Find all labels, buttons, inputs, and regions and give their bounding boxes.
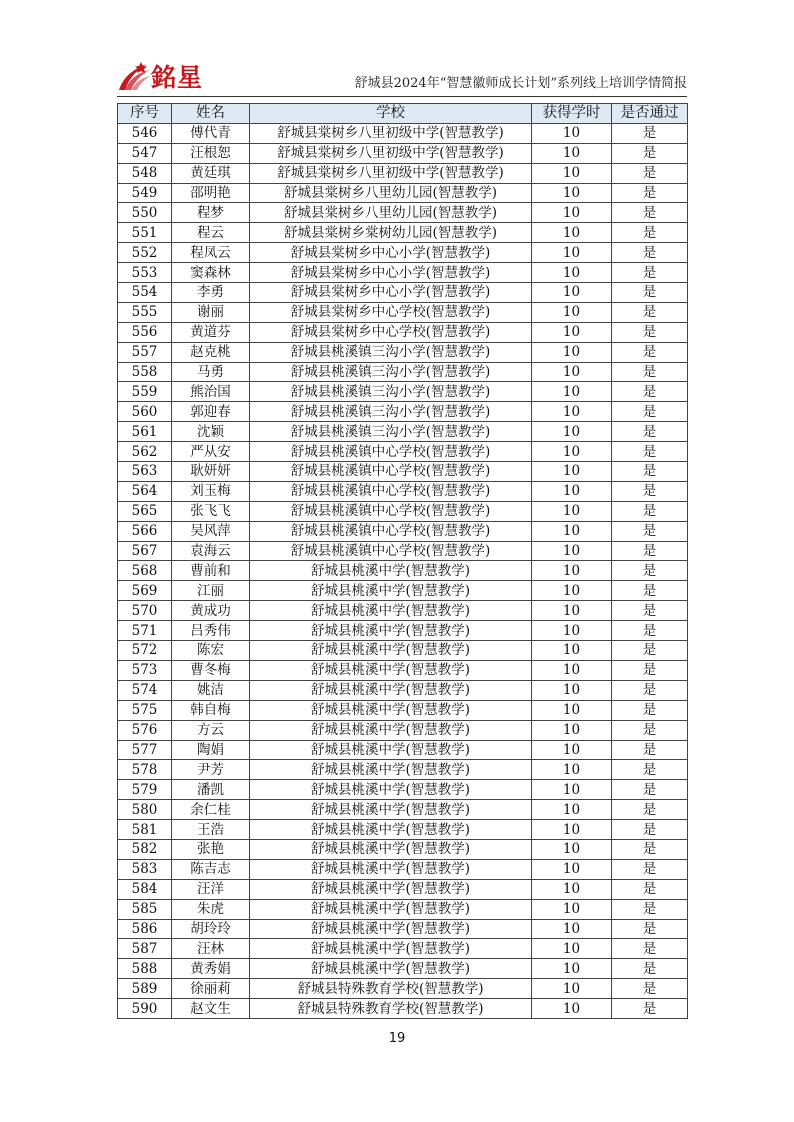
cell-name: 赵克桃 xyxy=(172,342,250,362)
table-row xyxy=(118,541,688,561)
cell-hours: 10 xyxy=(532,442,612,462)
cell-hours: 10 xyxy=(532,183,612,203)
cell-passed: 是 xyxy=(612,899,688,919)
cell-passed: 是 xyxy=(612,919,688,939)
cell-hours: 10 xyxy=(532,780,612,800)
cell-number: 561 xyxy=(118,422,172,442)
table-row xyxy=(118,641,688,661)
cell-passed: 是 xyxy=(612,859,688,879)
cell-name: 窦森林 xyxy=(172,263,250,283)
cell-name: 黄秀娟 xyxy=(172,959,250,979)
cell-school: 舒城县桃溪镇三沟小学(智慧教学) xyxy=(250,402,532,422)
cell-passed: 是 xyxy=(612,143,688,163)
table-row xyxy=(118,979,688,999)
cell-school: 舒城县桃溪镇中心学校(智慧教学) xyxy=(250,501,532,521)
cell-name: 黄廷琪 xyxy=(172,163,250,183)
table-row xyxy=(118,720,688,740)
cell-hours: 10 xyxy=(532,879,612,899)
table-row xyxy=(118,462,688,482)
cell-school: 舒城县棠树乡中心小学(智慧教学) xyxy=(250,263,532,283)
cell-number: 560 xyxy=(118,402,172,422)
table-row xyxy=(118,362,688,382)
cell-school: 舒城县棠树乡八里初级中学(智慧教学) xyxy=(250,143,532,163)
cell-name: 张飞飞 xyxy=(172,501,250,521)
cell-passed: 是 xyxy=(612,680,688,700)
training-roster-table xyxy=(117,103,688,1019)
cell-school: 舒城县桃溪中学(智慧教学) xyxy=(250,720,532,740)
cell-school: 舒城县桃溪中学(智慧教学) xyxy=(250,820,532,840)
cell-school: 舒城县桃溪中学(智慧教学) xyxy=(250,919,532,939)
cell-school: 舒城县桃溪中学(智慧教学) xyxy=(250,780,532,800)
column-header-passed: 是否通过 xyxy=(612,104,688,124)
table-row xyxy=(118,700,688,720)
table-row xyxy=(118,342,688,362)
cell-name: 汪根恕 xyxy=(172,143,250,163)
cell-name: 程云 xyxy=(172,223,250,243)
cell-number: 569 xyxy=(118,581,172,601)
cell-hours: 10 xyxy=(532,243,612,263)
cell-hours: 10 xyxy=(532,999,612,1019)
cell-number: 585 xyxy=(118,899,172,919)
cell-number: 589 xyxy=(118,979,172,999)
cell-hours: 10 xyxy=(532,800,612,820)
cell-passed: 是 xyxy=(612,800,688,820)
cell-hours: 10 xyxy=(532,760,612,780)
table-row xyxy=(118,223,688,243)
logo xyxy=(117,58,207,94)
cell-name: 王浩 xyxy=(172,820,250,840)
cell-number: 576 xyxy=(118,720,172,740)
cell-name: 邵明艳 xyxy=(172,183,250,203)
table-row xyxy=(118,680,688,700)
cell-passed: 是 xyxy=(612,462,688,482)
table-row xyxy=(118,143,688,163)
cell-name: 谢丽 xyxy=(172,302,250,322)
cell-hours: 10 xyxy=(532,839,612,859)
cell-passed: 是 xyxy=(612,760,688,780)
cell-school: 舒城县桃溪镇中心学校(智慧教学) xyxy=(250,462,532,482)
cell-number: 590 xyxy=(118,999,172,1019)
cell-passed: 是 xyxy=(612,342,688,362)
cell-school: 舒城县棠树乡八里初级中学(智慧教学) xyxy=(250,123,532,143)
cell-hours: 10 xyxy=(532,720,612,740)
cell-number: 552 xyxy=(118,243,172,263)
cell-hours: 10 xyxy=(532,561,612,581)
column-header-school: 学校 xyxy=(250,104,532,124)
cell-school: 舒城县棠树乡中心学校(智慧教学) xyxy=(250,322,532,342)
table-row xyxy=(118,660,688,680)
cell-passed: 是 xyxy=(612,123,688,143)
cell-name: 汪洋 xyxy=(172,879,250,899)
table-row xyxy=(118,740,688,760)
cell-number: 546 xyxy=(118,123,172,143)
cell-passed: 是 xyxy=(612,720,688,740)
cell-number: 575 xyxy=(118,700,172,720)
cell-passed: 是 xyxy=(612,163,688,183)
cell-hours: 10 xyxy=(532,621,612,641)
cell-passed: 是 xyxy=(612,283,688,303)
cell-passed: 是 xyxy=(612,780,688,800)
table-row xyxy=(118,581,688,601)
cell-passed: 是 xyxy=(612,382,688,402)
cell-hours: 10 xyxy=(532,740,612,760)
cell-hours: 10 xyxy=(532,919,612,939)
table-row xyxy=(118,263,688,283)
table-row xyxy=(118,402,688,422)
cell-school: 舒城县棠树乡八里初级中学(智慧教学) xyxy=(250,163,532,183)
cell-number: 567 xyxy=(118,541,172,561)
cell-school: 舒城县棠树乡中心小学(智慧教学) xyxy=(250,243,532,263)
column-header-number: 序号 xyxy=(118,104,172,124)
page-number: 19 xyxy=(388,1031,406,1046)
table-row xyxy=(118,521,688,541)
cell-hours: 10 xyxy=(532,342,612,362)
cell-hours: 10 xyxy=(532,302,612,322)
cell-hours: 10 xyxy=(532,402,612,422)
cell-school: 舒城县桃溪中学(智慧教学) xyxy=(250,740,532,760)
cell-name: 曹冬梅 xyxy=(172,660,250,680)
cell-number: 555 xyxy=(118,302,172,322)
cell-school: 舒城县桃溪镇中心学校(智慧教学) xyxy=(250,481,532,501)
cell-school: 舒城县棠树乡八里幼儿园(智慧教学) xyxy=(250,183,532,203)
cell-passed: 是 xyxy=(612,203,688,223)
cell-passed: 是 xyxy=(612,521,688,541)
cell-name: 陈宏 xyxy=(172,641,250,661)
cell-passed: 是 xyxy=(612,561,688,581)
cell-school: 舒城县特殊教育学校(智慧教学) xyxy=(250,999,532,1019)
cell-number: 579 xyxy=(118,780,172,800)
table-row xyxy=(118,501,688,521)
cell-hours: 10 xyxy=(532,143,612,163)
cell-number: 559 xyxy=(118,382,172,402)
cell-name: 曹前和 xyxy=(172,561,250,581)
cell-hours: 10 xyxy=(532,481,612,501)
table-row xyxy=(118,283,688,303)
cell-number: 550 xyxy=(118,203,172,223)
table-row xyxy=(118,481,688,501)
cell-passed: 是 xyxy=(612,263,688,283)
cell-hours: 10 xyxy=(532,541,612,561)
table-row xyxy=(118,899,688,919)
cell-school: 舒城县棠树乡中心学校(智慧教学) xyxy=(250,302,532,322)
cell-name: 马勇 xyxy=(172,362,250,382)
cell-hours: 10 xyxy=(532,581,612,601)
cell-name: 熊治国 xyxy=(172,382,250,402)
cell-name: 程梦 xyxy=(172,203,250,223)
cell-name: 方云 xyxy=(172,720,250,740)
table-row xyxy=(118,919,688,939)
cell-hours: 10 xyxy=(532,959,612,979)
cell-name: 陈吉志 xyxy=(172,859,250,879)
cell-passed: 是 xyxy=(612,660,688,680)
cell-number: 566 xyxy=(118,521,172,541)
cell-name: 黄成功 xyxy=(172,601,250,621)
cell-hours: 10 xyxy=(532,521,612,541)
table-row xyxy=(118,839,688,859)
cell-school: 舒城县桃溪中学(智慧教学) xyxy=(250,581,532,601)
cell-name: 黄道芬 xyxy=(172,322,250,342)
cell-school: 舒城县桃溪中学(智慧教学) xyxy=(250,561,532,581)
report-title: 舒城县2024年“智慧徽师成长计划”系列线上培训学情简报 xyxy=(354,76,687,91)
cell-number: 565 xyxy=(118,501,172,521)
cell-name: 吴风萍 xyxy=(172,521,250,541)
cell-number: 548 xyxy=(118,163,172,183)
cell-hours: 10 xyxy=(532,601,612,621)
table-row xyxy=(118,322,688,342)
cell-hours: 10 xyxy=(532,680,612,700)
table-row xyxy=(118,183,688,203)
cell-passed: 是 xyxy=(612,541,688,561)
cell-name: 徐丽莉 xyxy=(172,979,250,999)
cell-name: 朱虎 xyxy=(172,899,250,919)
cell-name: 沈颖 xyxy=(172,422,250,442)
cell-number: 573 xyxy=(118,660,172,680)
cell-school: 舒城县桃溪中学(智慧教学) xyxy=(250,621,532,641)
cell-school: 舒城县棠树乡中心小学(智慧教学) xyxy=(250,283,532,303)
cell-school: 舒城县特殊教育学校(智慧教学) xyxy=(250,979,532,999)
table-body xyxy=(118,123,688,1018)
header-divider xyxy=(117,96,687,97)
cell-school: 舒城县桃溪中学(智慧教学) xyxy=(250,959,532,979)
cell-number: 578 xyxy=(118,760,172,780)
cell-hours: 10 xyxy=(532,641,612,661)
cell-number: 549 xyxy=(118,183,172,203)
cell-school: 舒城县桃溪镇中心学校(智慧教学) xyxy=(250,442,532,462)
cell-passed: 是 xyxy=(612,243,688,263)
cell-hours: 10 xyxy=(532,899,612,919)
cell-number: 562 xyxy=(118,442,172,462)
cell-hours: 10 xyxy=(532,322,612,342)
cell-number: 551 xyxy=(118,223,172,243)
cell-school: 舒城县桃溪中学(智慧教学) xyxy=(250,859,532,879)
table-row xyxy=(118,939,688,959)
table-row xyxy=(118,442,688,462)
cell-hours: 10 xyxy=(532,859,612,879)
cell-passed: 是 xyxy=(612,621,688,641)
table-row xyxy=(118,859,688,879)
table-row xyxy=(118,999,688,1019)
cell-name: 张艳 xyxy=(172,839,250,859)
cell-passed: 是 xyxy=(612,422,688,442)
table-row xyxy=(118,959,688,979)
cell-number: 571 xyxy=(118,621,172,641)
cell-name: 吕秀伟 xyxy=(172,621,250,641)
table-row xyxy=(118,123,688,143)
cell-school: 舒城县桃溪中学(智慧教学) xyxy=(250,601,532,621)
logo-text: 銘星 xyxy=(151,63,204,92)
table-row xyxy=(118,203,688,223)
cell-number: 563 xyxy=(118,462,172,482)
cell-hours: 10 xyxy=(532,501,612,521)
cell-school: 舒城县桃溪镇三沟小学(智慧教学) xyxy=(250,362,532,382)
cell-school: 舒城县桃溪镇中心学校(智慧教学) xyxy=(250,521,532,541)
cell-number: 547 xyxy=(118,143,172,163)
cell-number: 558 xyxy=(118,362,172,382)
cell-passed: 是 xyxy=(612,183,688,203)
cell-name: 汪林 xyxy=(172,939,250,959)
cell-hours: 10 xyxy=(532,382,612,402)
cell-name: 赵文生 xyxy=(172,999,250,1019)
cell-school: 舒城县棠树乡八里幼儿园(智慧教学) xyxy=(250,203,532,223)
cell-hours: 10 xyxy=(532,163,612,183)
column-header-hours: 获得学时 xyxy=(532,104,612,124)
cell-name: 严从安 xyxy=(172,442,250,462)
cell-hours: 10 xyxy=(532,123,612,143)
cell-hours: 10 xyxy=(532,660,612,680)
cell-number: 554 xyxy=(118,283,172,303)
cell-name: 郭迎春 xyxy=(172,402,250,422)
cell-passed: 是 xyxy=(612,442,688,462)
cell-passed: 是 xyxy=(612,939,688,959)
cell-name: 余仁桂 xyxy=(172,800,250,820)
cell-school: 舒城县桃溪中学(智慧教学) xyxy=(250,700,532,720)
cell-number: 583 xyxy=(118,859,172,879)
table-row xyxy=(118,760,688,780)
cell-passed: 是 xyxy=(612,839,688,859)
table-row xyxy=(118,879,688,899)
cell-passed: 是 xyxy=(612,302,688,322)
table-row xyxy=(118,382,688,402)
cell-number: 587 xyxy=(118,939,172,959)
cell-name: 姚洁 xyxy=(172,680,250,700)
cell-hours: 10 xyxy=(532,462,612,482)
cell-name: 傅代青 xyxy=(172,123,250,143)
cell-passed: 是 xyxy=(612,979,688,999)
cell-passed: 是 xyxy=(612,362,688,382)
cell-number: 582 xyxy=(118,839,172,859)
cell-number: 584 xyxy=(118,879,172,899)
cell-passed: 是 xyxy=(612,501,688,521)
table-row xyxy=(118,780,688,800)
cell-hours: 10 xyxy=(532,283,612,303)
cell-number: 577 xyxy=(118,740,172,760)
cell-school: 舒城县桃溪中学(智慧教学) xyxy=(250,680,532,700)
table-row xyxy=(118,243,688,263)
cell-school: 舒城县桃溪中学(智慧教学) xyxy=(250,839,532,859)
cell-passed: 是 xyxy=(612,601,688,621)
cell-hours: 10 xyxy=(532,939,612,959)
cell-passed: 是 xyxy=(612,879,688,899)
column-header-name: 姓名 xyxy=(172,104,250,124)
table-row xyxy=(118,621,688,641)
page-header xyxy=(117,58,687,98)
cell-hours: 10 xyxy=(532,263,612,283)
cell-passed: 是 xyxy=(612,820,688,840)
cell-passed: 是 xyxy=(612,700,688,720)
logo-swoosh-icon xyxy=(117,60,151,92)
table-row xyxy=(118,601,688,621)
cell-school: 舒城县桃溪中学(智慧教学) xyxy=(250,899,532,919)
cell-name: 刘玉梅 xyxy=(172,481,250,501)
cell-school: 舒城县桃溪中学(智慧教学) xyxy=(250,800,532,820)
cell-name: 潘凯 xyxy=(172,780,250,800)
cell-hours: 10 xyxy=(532,223,612,243)
cell-school: 舒城县桃溪镇中心学校(智慧教学) xyxy=(250,541,532,561)
cell-hours: 10 xyxy=(532,422,612,442)
cell-number: 553 xyxy=(118,263,172,283)
cell-passed: 是 xyxy=(612,223,688,243)
cell-hours: 10 xyxy=(532,979,612,999)
cell-number: 564 xyxy=(118,481,172,501)
cell-school: 舒城县桃溪中学(智慧教学) xyxy=(250,760,532,780)
cell-passed: 是 xyxy=(612,999,688,1019)
cell-name: 耿妍妍 xyxy=(172,462,250,482)
cell-number: 580 xyxy=(118,800,172,820)
cell-number: 581 xyxy=(118,820,172,840)
cell-passed: 是 xyxy=(612,402,688,422)
cell-name: 袁海云 xyxy=(172,541,250,561)
table-row xyxy=(118,163,688,183)
cell-name: 江丽 xyxy=(172,581,250,601)
cell-school: 舒城县桃溪中学(智慧教学) xyxy=(250,879,532,899)
cell-number: 572 xyxy=(118,641,172,661)
cell-number: 570 xyxy=(118,601,172,621)
cell-name: 陶娟 xyxy=(172,740,250,760)
cell-name: 韩自梅 xyxy=(172,700,250,720)
cell-number: 568 xyxy=(118,561,172,581)
cell-number: 557 xyxy=(118,342,172,362)
table-row xyxy=(118,302,688,322)
cell-passed: 是 xyxy=(612,322,688,342)
cell-hours: 10 xyxy=(532,362,612,382)
cell-school: 舒城县桃溪镇三沟小学(智慧教学) xyxy=(250,342,532,362)
cell-school: 舒城县桃溪中学(智慧教学) xyxy=(250,641,532,661)
cell-school: 舒城县桃溪中学(智慧教学) xyxy=(250,939,532,959)
cell-number: 556 xyxy=(118,322,172,342)
cell-passed: 是 xyxy=(612,481,688,501)
table-row xyxy=(118,561,688,581)
cell-hours: 10 xyxy=(532,700,612,720)
cell-number: 588 xyxy=(118,959,172,979)
cell-school: 舒城县棠树乡棠树幼儿园(智慧教学) xyxy=(250,223,532,243)
cell-name: 李勇 xyxy=(172,283,250,303)
cell-school: 舒城县桃溪镇三沟小学(智慧教学) xyxy=(250,422,532,442)
table-row xyxy=(118,800,688,820)
table-header-row xyxy=(118,104,688,124)
cell-school: 舒城县桃溪镇三沟小学(智慧教学) xyxy=(250,382,532,402)
cell-name: 胡玲玲 xyxy=(172,919,250,939)
cell-passed: 是 xyxy=(612,581,688,601)
cell-name: 尹芳 xyxy=(172,760,250,780)
cell-hours: 10 xyxy=(532,820,612,840)
table-row xyxy=(118,820,688,840)
cell-hours: 10 xyxy=(532,203,612,223)
cell-number: 574 xyxy=(118,680,172,700)
table-row xyxy=(118,422,688,442)
cell-passed: 是 xyxy=(612,740,688,760)
cell-school: 舒城县桃溪中学(智慧教学) xyxy=(250,660,532,680)
cell-number: 586 xyxy=(118,919,172,939)
cell-name: 程凤云 xyxy=(172,243,250,263)
cell-passed: 是 xyxy=(612,641,688,661)
cell-passed: 是 xyxy=(612,959,688,979)
